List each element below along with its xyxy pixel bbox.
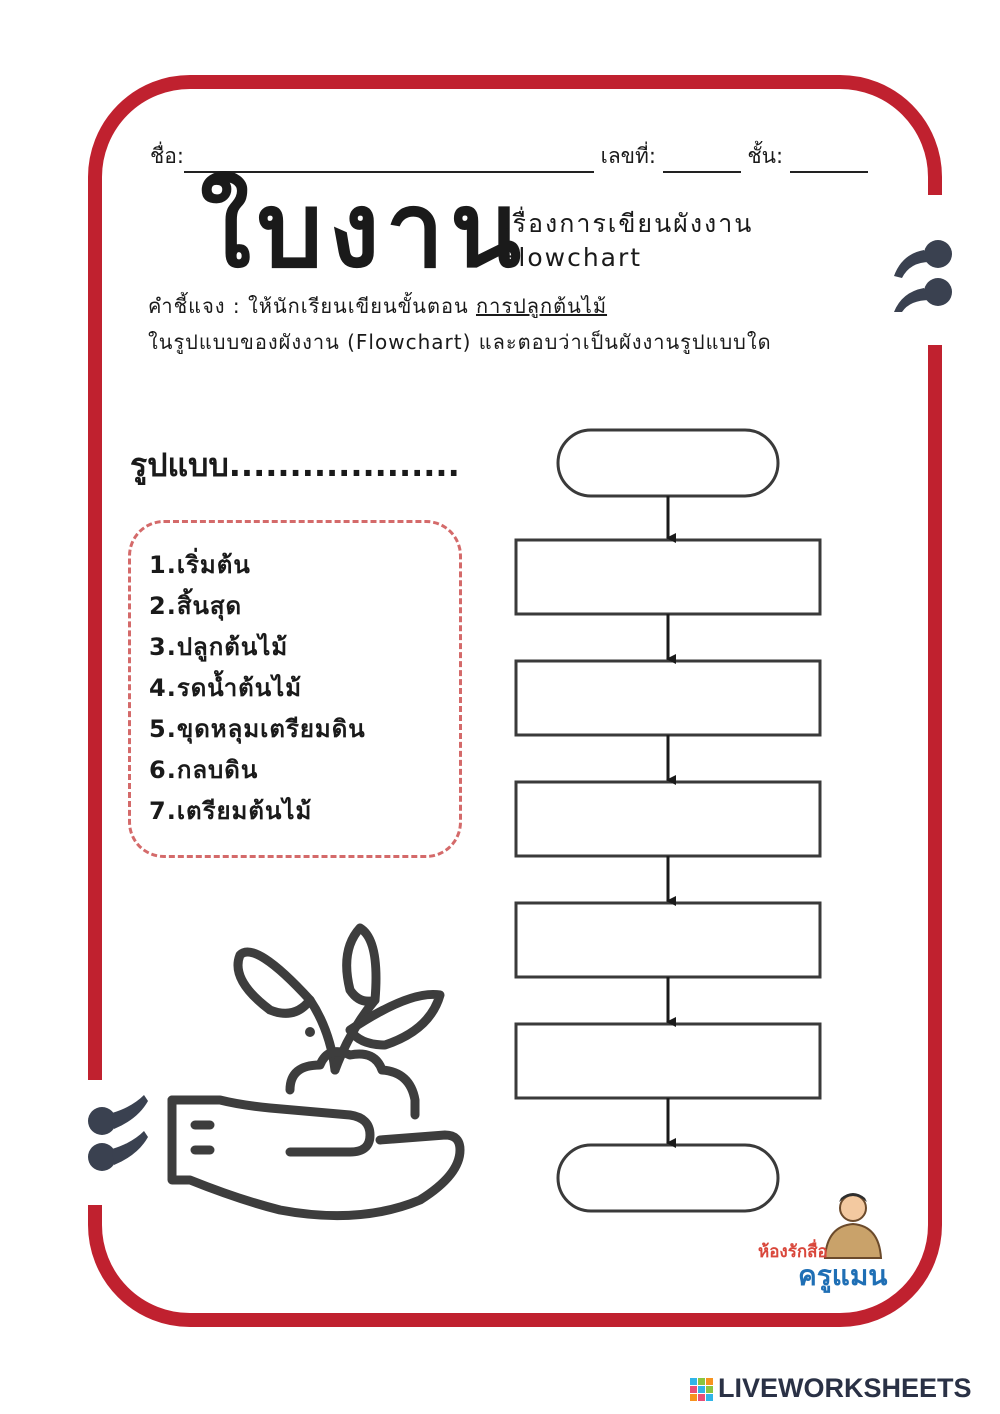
instructions-line-2: ในรูปแบบของผังงาน (Flowchart) และตอบว่าเป็นผังงานรูปแบบใด [148, 330, 772, 354]
list-item: 7.เตรียมต้นไม้ [149, 797, 313, 825]
process-box-2[interactable] [516, 661, 820, 735]
end-terminal-box[interactable] [558, 1145, 778, 1211]
number-label: เลขที่: [600, 144, 656, 168]
list-item: 1.เริ่มต้น [149, 551, 251, 579]
process-box-3[interactable] [516, 782, 820, 856]
start-terminal-box[interactable] [558, 430, 778, 496]
hand-holding-plant-icon [160, 920, 470, 1230]
name-label: ชื่อ: [150, 144, 184, 168]
worksheet-subtitle [502, 207, 753, 275]
list-item: 4.รดน้ำต้นไม้ [149, 674, 303, 702]
instructions-topic: การปลูกต้นไม้ [475, 294, 608, 318]
pattern-answer-label[interactable]: รูปแบบ................... [130, 446, 460, 484]
subtitle-line-2: Flowchart [502, 243, 643, 272]
subtitle-line-1: เรื่องการเขียนผังงาน [502, 209, 754, 238]
quote-mark-icon [890, 232, 960, 312]
process-box-1[interactable] [516, 540, 820, 614]
worksheet-title: ใบงาน [200, 169, 528, 291]
logo-line-1: ห้องรักสื่อ [758, 1242, 828, 1261]
teacher-logo [758, 1190, 898, 1290]
class-field[interactable] [790, 149, 868, 173]
liveworksheets-logo-icon [690, 1378, 714, 1402]
instructions-prefix: คำชี้แจง : ให้นักเรียนเขียนขั้นตอน [148, 294, 476, 318]
flowchart [500, 420, 840, 1220]
list-item: 5.ขุดหลุมเตรียมดิน [149, 715, 366, 743]
class-label: ชั้น: [747, 144, 784, 168]
process-box-4[interactable] [516, 903, 820, 977]
list-item: 6.กลบดิน [149, 756, 259, 784]
number-field[interactable] [663, 149, 741, 173]
quote-mark-icon [82, 1095, 152, 1180]
footer-brand [690, 1373, 990, 1407]
steps-list [149, 545, 366, 832]
list-item: 2.สิ้นสุด [149, 592, 243, 620]
instructions [148, 288, 772, 360]
process-box-5[interactable] [516, 1024, 820, 1098]
list-item: 3.ปลูกต้นไม้ [149, 633, 289, 661]
logo-line-2: ครูแมน [798, 1260, 888, 1291]
steps-box [128, 520, 462, 858]
footer-brand-text[interactable]: LIVEWORKSHEETS [718, 1373, 972, 1403]
